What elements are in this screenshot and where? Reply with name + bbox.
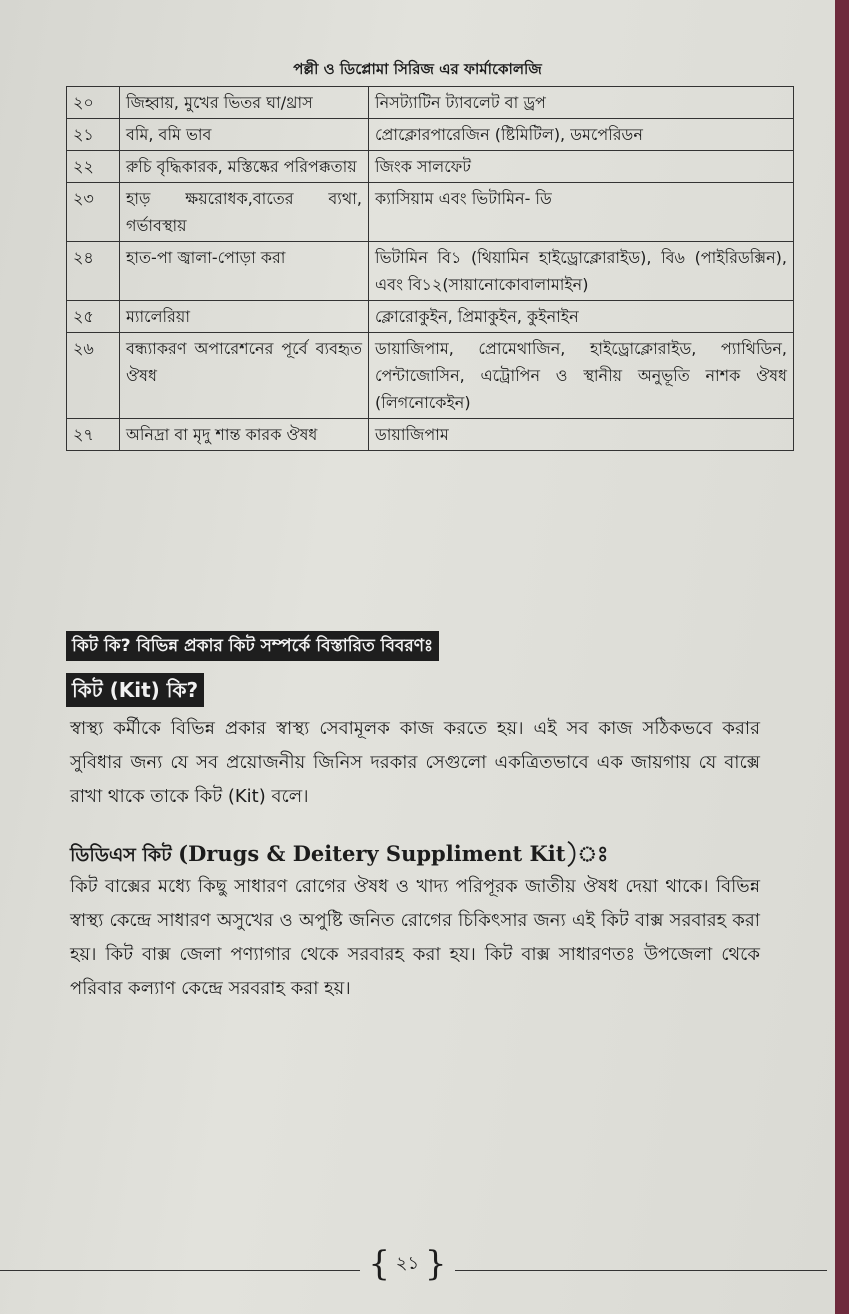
dds-kit-heading-bn: ডিডিএস কিট	[70, 844, 179, 866]
footer-rule-left	[0, 1270, 360, 1271]
dds-kit-heading-en: (Drugs & Deitery Suppliment Kit)ঃ	[178, 841, 609, 866]
drug-cell: নিসট্যাটিন ট্যাবলেট বা ড্রপ	[369, 87, 794, 119]
drug-cell: জিংক সালফেট	[369, 151, 794, 183]
page-number: ২১	[395, 1253, 420, 1274]
kit-heading: কিট (Kit) কি?	[66, 673, 204, 707]
row-number: ২২	[67, 151, 120, 183]
symptom-cell: হাত-পা জ্বালা-পোড়া করা	[120, 242, 369, 301]
symptom-cell: অনিদ্রা বা মৃদু শান্ত কারক ঔষধ	[120, 419, 369, 451]
table-row	[67, 419, 794, 451]
symptom-cell: ম্যালেরিয়া	[120, 301, 369, 333]
drug-cell: ভিটামিন বি১ (থিয়ামিন হাইড্রোক্লোরাইড), বি৬ (পাইরিডক্সিন), এবং বি১২(সায়ানোকোবালামাইন)	[369, 242, 794, 301]
running-header: পল্লী ও ডিপ্লোমা সিরিজ এর ফার্মাকোলজি	[293, 60, 542, 78]
drug-cell: ক্লোরোকুইন, প্রিমাকুইন, কুইনাইন	[369, 301, 794, 333]
symptom-drug-table	[66, 86, 794, 451]
table-row	[67, 242, 794, 301]
dds-kit-paragraph: কিট বাক্সের মধ্যে কিছু সাধারণ রোগের ঔষধ ও খাদ্য পরিপূরক জাতীয় ঔষধ দেয়া থাকে। বিভিন্ন স্বাস্থ্য কেন্দ্রে সাধারণ অসুখের ও অপুষ্টি জনিত রোগের চিকিৎসার জন্য এই কিট বাক্স সরবারহ করা হয়। কিট বাক্স জেলা পণ্যাগার থেকে সরবারহ করা হয। কিট বাক্স সাধারণতঃ উপজেলা থেকে পরিবার কল্যাণ কেন্দ্রে সরবরাহ করা হয়।	[70, 876, 760, 999]
row-number: ২৫	[67, 301, 120, 333]
row-number: ২৭	[67, 419, 120, 451]
symptom-cell: বন্ধ্যাকরণ অপারেশনের পূর্বে ব্যবহৃত ঔষধ	[120, 333, 369, 419]
symptom-cell: হাড় ক্ষয়রোধক,বাতের ব্যথা, গর্ভাবস্থায়	[120, 183, 369, 242]
table-row	[67, 301, 794, 333]
drug-cell: প্রোক্লোরপারেজিন (ষ্টিমিটিল), ডমপেরিডন	[369, 119, 794, 151]
footer-rule-right	[455, 1270, 827, 1271]
left-brace-glyph: {	[368, 1244, 391, 1284]
drug-cell: ডায়াজিপাম	[369, 419, 794, 451]
table-row	[67, 151, 794, 183]
table-row	[67, 87, 794, 119]
symptom-cell: জিহ্বায়, মুখের ভিতর ঘা/থ্রাস	[120, 87, 369, 119]
symptom-cell: রুচি বৃদ্ধিকারক, মস্তিষ্কের পরিপক্কতায়	[120, 151, 369, 183]
row-number: ২৬	[67, 333, 120, 419]
drug-cell: ক্যাসিয়াম এবং ভিটামিন- ডি	[369, 183, 794, 242]
table-row	[67, 183, 794, 242]
page-number-box	[360, 1244, 455, 1284]
kit-definition-paragraph: স্বাস্থ্য কর্মীকে বিভিন্ন প্রকার স্বাস্থ্য সেবামূলক কাজ করতে হয়। এই সব কাজ সঠিকভবে করার সুবিধার জন্য যে সব প্রয়োজনীয় জিনিস দরকার সেগুলো একত্রিতভাবে এক জায়গায় যে বাক্সে রাখা থাকে তাকে কিট (Kit) বলে।	[70, 718, 760, 807]
table-row	[67, 333, 794, 419]
section-main-heading: কিট কি? বিভিন্ন প্রকার কিট সম্পর্কে বিস্তারিত বিবরণঃ	[66, 631, 439, 661]
row-number: ২১	[67, 119, 120, 151]
symptom-cell: বমি, বমি ভাব	[120, 119, 369, 151]
drug-cell: ডায়াজিপাম, প্রোমেথাজিন, হাইড্রোক্লোরাইড, প্যাথিডিন, পেন্টাজোসিন, এট্রোপিন ও স্থানীয় অনুভূতি নাশক ঔষধ (লিগনোকেইন)	[369, 333, 794, 419]
row-number: ২০	[67, 87, 120, 119]
table-row	[67, 119, 794, 151]
table-body	[67, 87, 794, 451]
row-number: ২৪	[67, 242, 120, 301]
row-number: ২৩	[67, 183, 120, 242]
dds-kit-heading	[70, 838, 608, 873]
right-brace-glyph: }	[424, 1244, 447, 1284]
